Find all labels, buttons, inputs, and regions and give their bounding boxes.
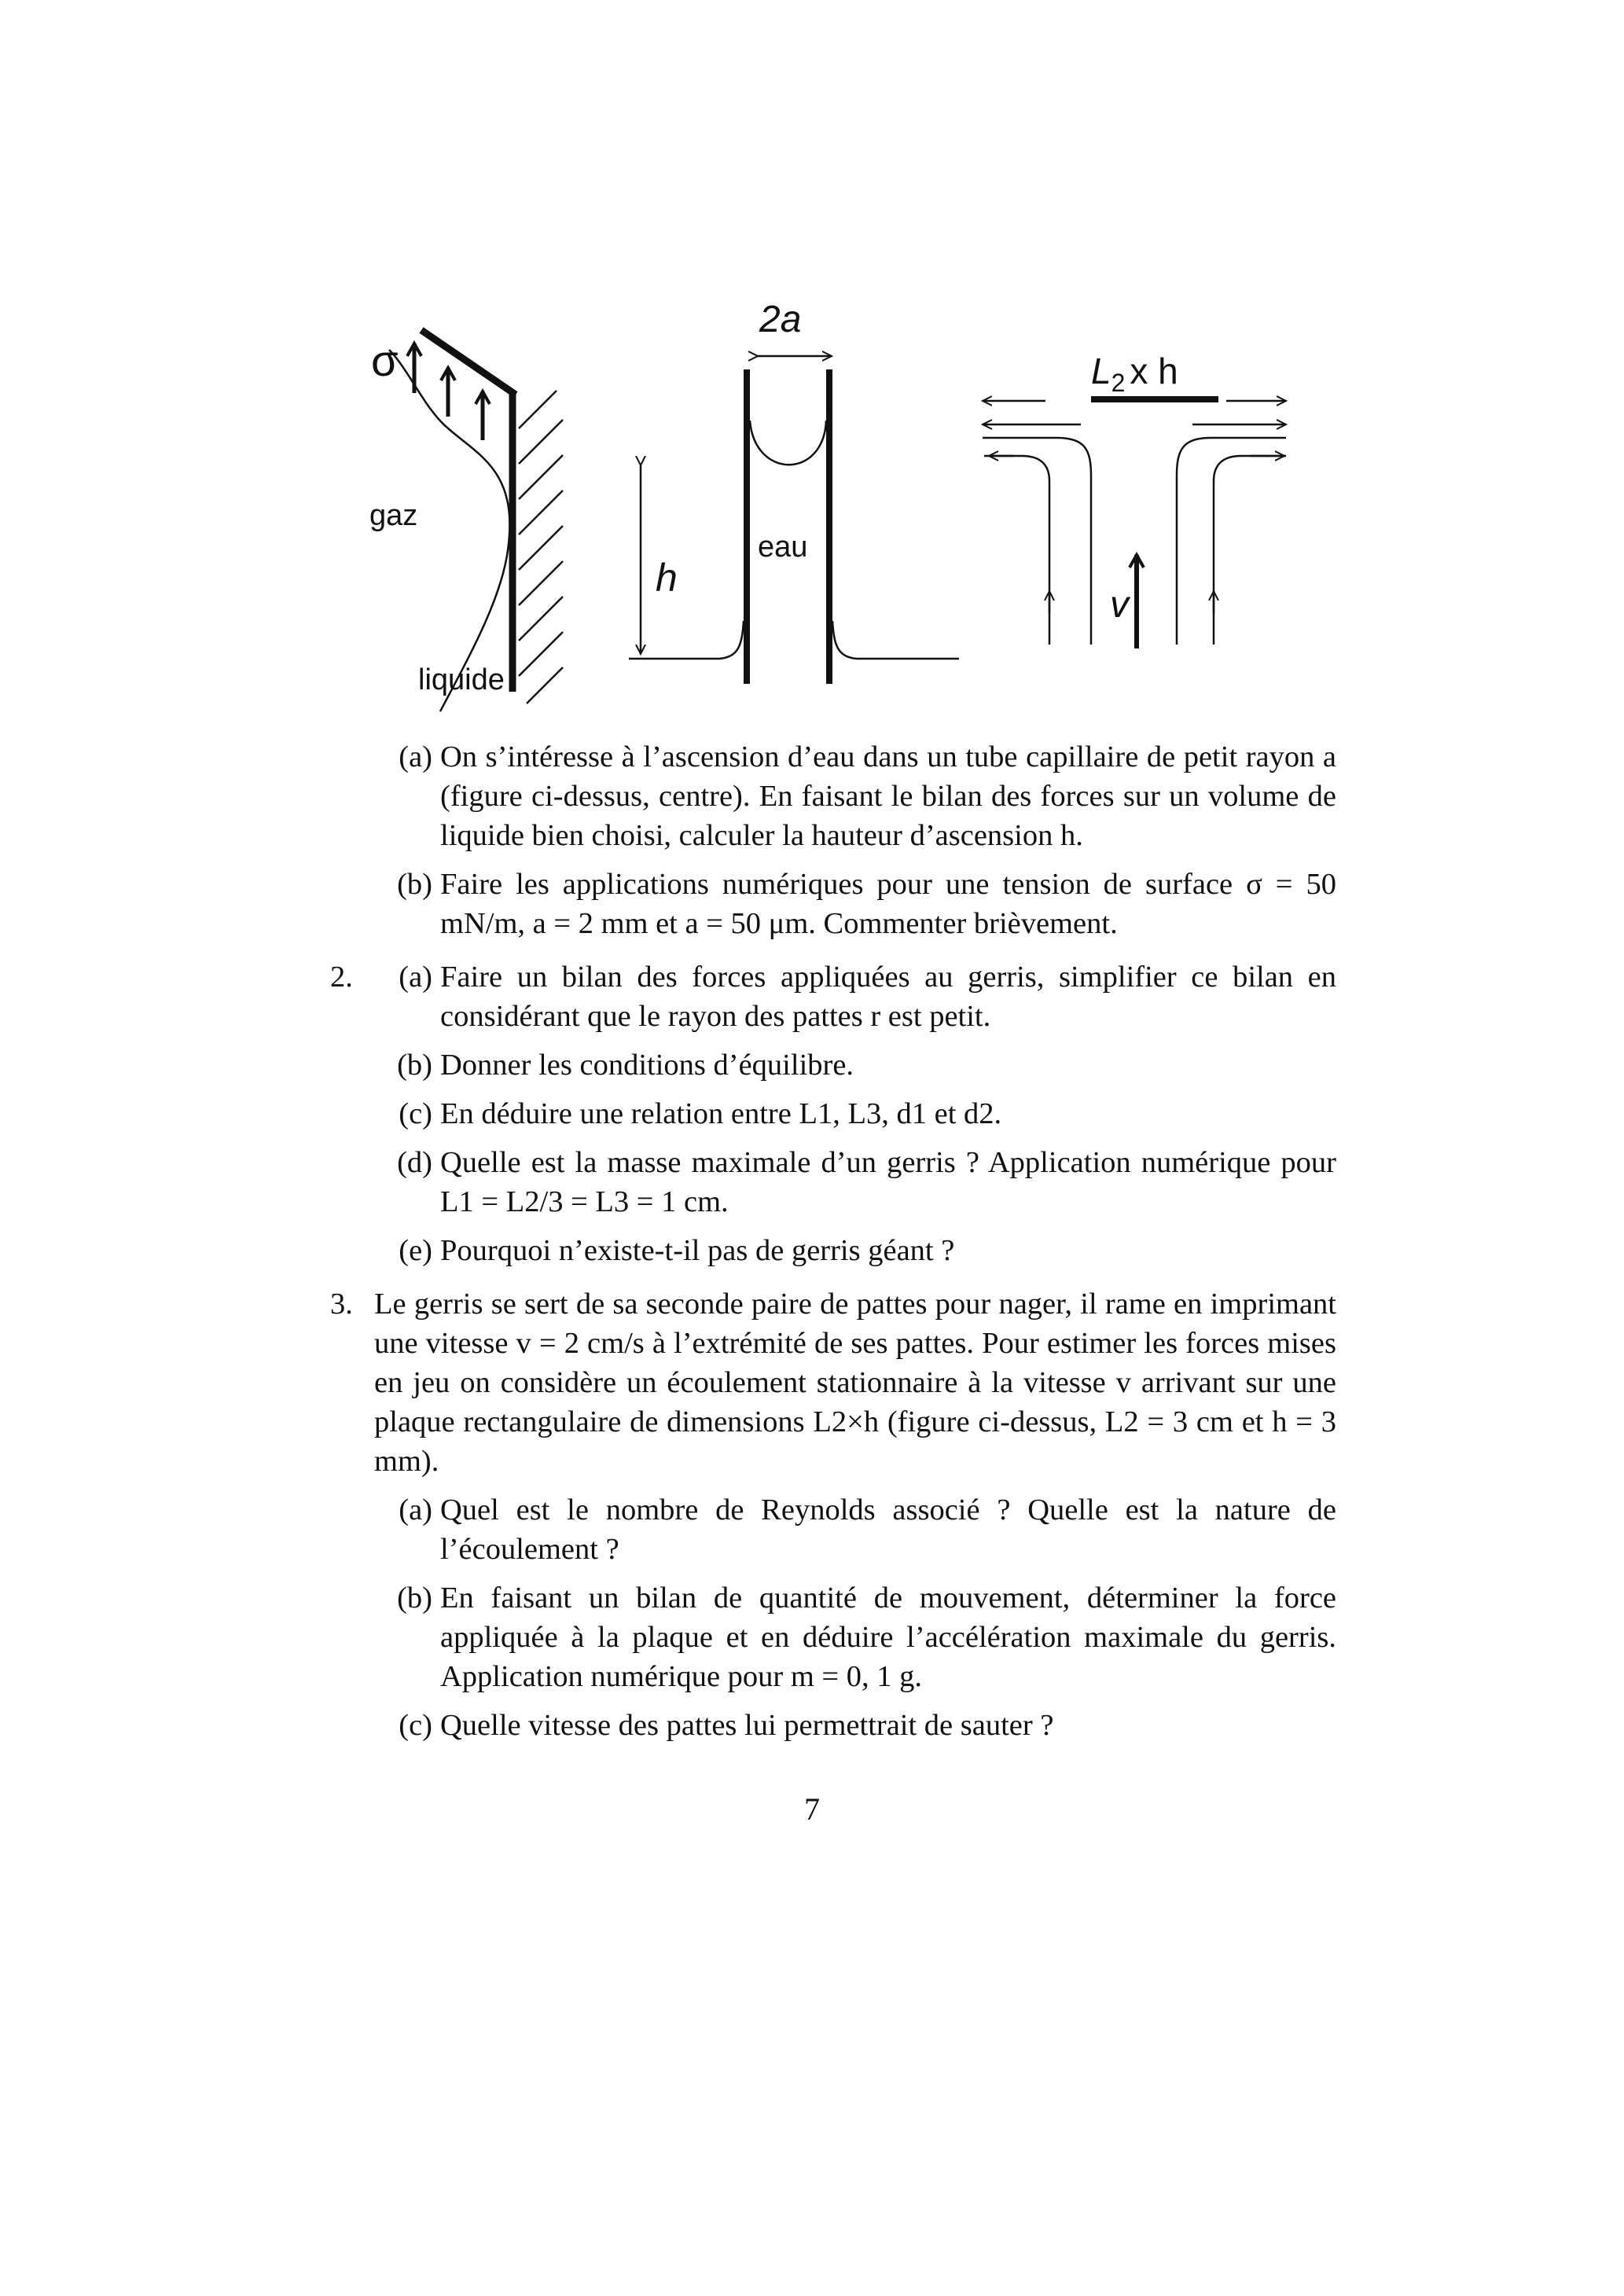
capillary-tube-figure (629, 299, 959, 684)
item-label: (a) (399, 740, 432, 773)
exercise-text (330, 737, 1336, 1754)
item-label: (b) (397, 1049, 432, 1082)
tilted-surface-line (421, 330, 516, 395)
outer-meniscus-right (832, 621, 959, 659)
item-text: Quel est le nombre de Reynolds associé ? Quelle est la nature de l’écoulement ? (440, 1493, 1336, 1566)
page-number: 7 (804, 1791, 820, 1827)
item-text: En faisant un bilan de quantité de mouvement, déterminer la force appliquée à la plaque et en déduire l’accélération maximale du gerris. Application numérique pour m = 0, 1 g. (440, 1581, 1336, 1693)
wall-meniscus-figure (369, 330, 563, 711)
q3-intro: Le gerris se sert de sa seconde paire de pattes pour nager, il rame en imprimant une vitesse v = 2 cm/s à l’extrémité de ses pattes. Pour estimer les forces mises en jeu on considère un écoulement stationnaire à la vitesse v arrivant sur une plaque rectangulaire de dimensions L2×h (figure ci-dessus, L2 = 3 cm et h = 3 mm). (374, 1288, 1336, 1478)
tube-meniscus (750, 421, 826, 465)
q2-e (330, 1231, 1336, 1270)
plate-dimension-label: $L_2$ x h (1091, 351, 1178, 397)
plate-flow-figure (983, 351, 1286, 648)
q2-a (330, 957, 1336, 1036)
item-text: Pourquoi n’existe-t-il pas de gerris géant ? (440, 1234, 955, 1267)
fluid-label: eau (758, 531, 808, 564)
item-text: On s’intéresse à l’ascension d’eau dans un tube capillaire de petit rayon a (figure ci-dessus, centre). En faisant le bilan des forces sur un volume de liquide bien choisi, calculer la hauteur d’ascension h. (440, 740, 1336, 852)
q3-a (330, 1490, 1336, 1569)
velocity-label: v (1110, 584, 1129, 626)
item-label: (b) (397, 1581, 432, 1615)
item-text: Faire un bilan des forces appliquées au gerris, simplifier ce bilan en considérant que le rayon des pattes r est petit. (440, 961, 1336, 1033)
item-label: (c) (399, 1709, 432, 1742)
sigma-label: σ (371, 336, 399, 385)
item-label: (c) (399, 1097, 432, 1130)
outer-meniscus-left (629, 621, 744, 659)
gaz-label: gaz (369, 499, 418, 532)
question-3 (330, 1284, 1336, 1745)
question-2 (330, 957, 1336, 1270)
item-label: (e) (399, 1234, 432, 1267)
question-number: 3. (330, 1288, 353, 1321)
item-text: Faire les applications numériques pour une tension de surface σ = 50 mN/m, a = 2 mm et a = 50 μm. Commenter brièvement. (440, 868, 1336, 940)
item-text: En déduire une relation entre L1, L3, d1 et d2. (440, 1097, 1002, 1130)
q1-a (330, 737, 1336, 855)
item-text: Quelle est la masse maximale d’un gerris ? Application numérique pour L1 = L2/3 = L3 = 1 cm. (440, 1146, 1336, 1218)
q3-b (330, 1578, 1336, 1696)
question-number: 2. (330, 961, 353, 994)
item-label: (a) (399, 961, 432, 994)
q2-d (330, 1143, 1336, 1221)
q2-b (330, 1045, 1336, 1085)
figure-panel (0, 0, 1624, 723)
sigma-arrows (414, 343, 483, 440)
q2-c (330, 1094, 1336, 1133)
hatching (519, 391, 563, 703)
q3-c (330, 1706, 1336, 1745)
item-text: Quelle vitesse des pattes lui permettrait de sauter ? (440, 1709, 1054, 1742)
item-label: (a) (399, 1493, 432, 1526)
item-label: (d) (397, 1146, 432, 1179)
item-label: (b) (397, 868, 432, 901)
width-label: 2a (759, 299, 802, 340)
height-label: h (656, 556, 678, 600)
q1-b (330, 865, 1336, 943)
liquide-label: liquide (418, 663, 505, 696)
item-text: Donner les conditions d’équilibre. (440, 1049, 854, 1082)
